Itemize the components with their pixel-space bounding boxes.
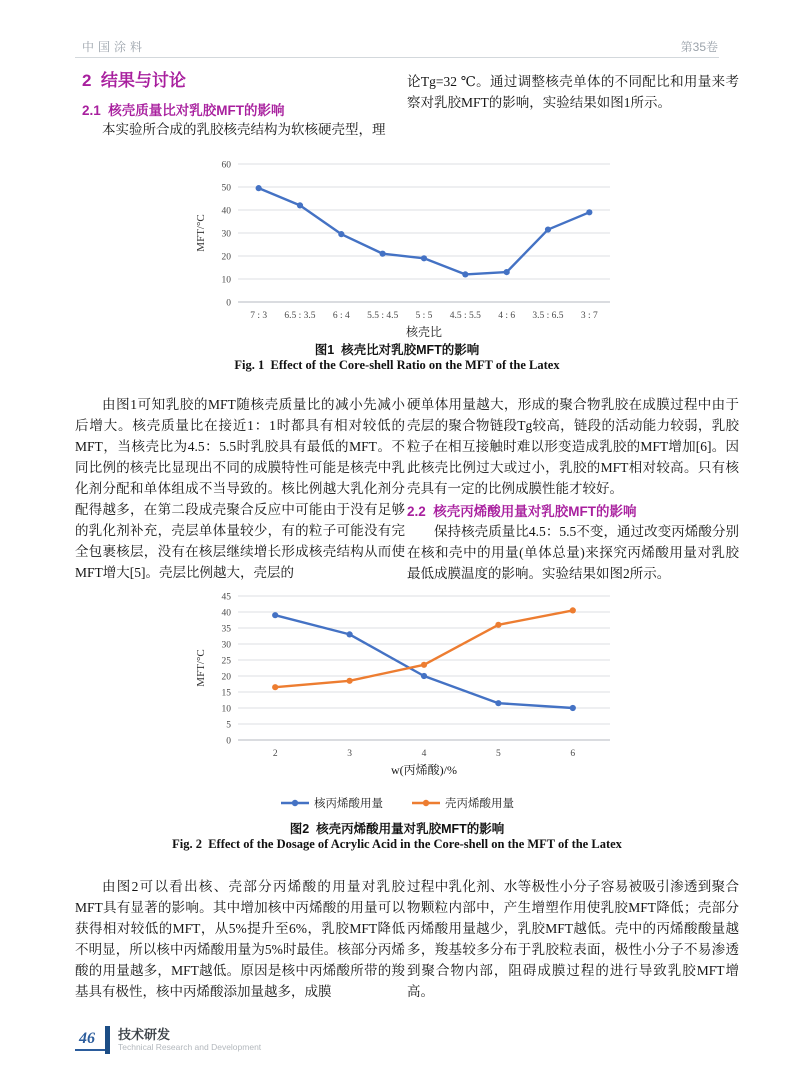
legend-line-marker-icon (411, 798, 441, 808)
svg-text:4.5 : 5.5: 4.5 : 5.5 (449, 311, 481, 321)
svg-text:30: 30 (221, 640, 231, 651)
intro-paragraph-left: 本实验所合成的乳胶核壳结构为软核硬壳型，理 (102, 122, 386, 137)
svg-text:5: 5 (226, 720, 231, 731)
svg-text:w(丙烯酸)/%: w(丙烯酸)/% (391, 763, 457, 777)
figure1-caption-cn: 图1 核壳比对乳胶MFT的影响 (314, 343, 480, 357)
svg-text:15: 15 (221, 688, 231, 699)
svg-text:3 : 7: 3 : 7 (580, 311, 598, 321)
svg-text:4 : 6: 4 : 6 (498, 311, 516, 321)
svg-text:2: 2 (272, 749, 278, 759)
figure1-chart (192, 150, 622, 342)
footer-department-en: Technical Research and Development (118, 1041, 262, 1052)
svg-text:45: 45 (221, 592, 231, 603)
figure2-caption-en: Fig. 2 Effect of the Dosage of Acrylic Acid in the Core-shell on the MFT of the Latex (172, 837, 622, 851)
svg-text:5 : 5: 5 : 5 (415, 311, 433, 321)
svg-text:6: 6 (570, 749, 576, 759)
header-rule (75, 57, 719, 58)
page-footer (75, 1026, 261, 1054)
footer-divider-bar (105, 1026, 110, 1054)
svg-text:4: 4 (421, 749, 427, 759)
svg-text:30: 30 (221, 229, 231, 240)
figure1-caption-en: Fig. 1 Effect of the Core-shell Ratio on the MFT of the Latex (234, 358, 560, 372)
svg-text:5.5 : 4.5: 5.5 : 4.5 (367, 311, 399, 321)
figure2-chart (192, 582, 622, 780)
discussion-fig1-left-column: 由图1可知乳胶的MFT随核壳质量比的减小先减小后增大。核壳质量比在接近1：1时都具有相对较低的MFT，当核壳比为4.5：5.5时乳胶具有最低的MFT。不同比例的核壳比显现出不同的成膜特性可能是核壳中乳化剂分配和单体组成不当导致的。核比例越大乳化剂分配得越多，在第二段成壳聚合反应中可能由于没有足够的乳化剂补充，壳层单体量较少，有的粒子可能没有完全包裹核层，没有在核层继续增长形成核壳结构从而使MFT增大[5]。壳层比例越大，壳层的 (75, 397, 405, 580)
svg-text:20: 20 (221, 672, 231, 683)
svg-text:6.5 : 3.5: 6.5 : 3.5 (284, 311, 316, 321)
svg-text:60: 60 (221, 160, 231, 171)
svg-text:5: 5 (496, 749, 501, 759)
section-heading-2: 2 结果与讨论 (82, 71, 186, 90)
volume-label: 第35卷 (680, 40, 718, 54)
footer-department-cn: 技术研发 (118, 1026, 171, 1042)
svg-text:40: 40 (221, 206, 231, 217)
legend-item (280, 795, 383, 811)
intro-paragraph-right: 论Tg=32 ℃。通过调整核壳单体的不同配比和用量来考察对乳胶MFT的影响，实验结果如图1所示。 (407, 74, 739, 110)
legend-label: 核丙烯酸用量 (314, 798, 383, 810)
svg-text:0: 0 (226, 298, 231, 309)
subsection-heading-2-1: 2.1 核壳质量比对乳胶MFT的影响 (82, 103, 285, 118)
footer-page-number: 46 (75, 1030, 105, 1051)
legend-item (411, 795, 514, 811)
svg-text:核壳比: 核壳比 (405, 325, 443, 339)
svg-text:MFT/°C: MFT/°C (195, 214, 207, 252)
svg-text:3: 3 (347, 749, 352, 759)
svg-text:50: 50 (221, 183, 231, 194)
journal-title: 中国涂料 (82, 40, 147, 54)
discussion-fig2-right-column: 过程中乳化剂、水等极性小分子容易被吸引渗透到聚合物颗粒内部中，产生增塑作用使乳胶MFT降低；壳部分丙烯酸用量越少，乳胶MFT越低。壳中的丙烯酸酸量越多，羧基较多分布于乳胶粒表面，极性小分子不易渗透到聚合物内部，阻碍成膜过程的进行导致乳胶MFT增高。 (407, 879, 739, 999)
subsection-2-2-paragraph: 保持核壳质量比4.5：5.5不变，通过改变丙烯酸分别在核和壳中的用量(单体总量)来探究丙烯酸用量对乳胶最低成膜温度的影响。实验结果如图2所示。 (407, 524, 739, 581)
footer-department (118, 1028, 261, 1053)
svg-text:7 : 3: 7 : 3 (250, 311, 268, 321)
discussion-fig1-right-column: 硬单体用量越大，形成的聚合物乳胶在成膜过程中由于壳层的聚合物链段Tg较高，链段的活动能力较弱，乳胶粒子在相互接触时难以形变造成乳胶的MFT增加[6]。因此核壳比例过大或过小，乳胶的MFT相对较高。只有核壳具有一定的比例成膜性能才较好。 (407, 397, 739, 496)
svg-text:40: 40 (221, 608, 231, 619)
svg-text:20: 20 (221, 252, 231, 263)
svg-text:3.5 : 6.5: 3.5 : 6.5 (532, 311, 564, 321)
svg-text:10: 10 (221, 704, 231, 715)
svg-text:25: 25 (221, 656, 231, 667)
figure2-legend (75, 795, 719, 811)
figure2-caption-cn: 图2 核壳丙烯酸用量对乳胶MFT的影响 (289, 822, 505, 836)
legend-line-marker-icon (280, 798, 310, 808)
legend-label: 壳丙烯酸用量 (445, 798, 514, 810)
discussion-fig2-left-column: 由图2可以看出核、壳部分丙烯酸的用量对乳胶MFT具有显著的影响。其中增加核中丙烯酸的用量可以获得相对较低的MFT，从5%提升至6%，乳胶MFT降低不明显，所以核中丙烯酸用量为5%时最佳。核部分丙烯酸的用量越多，MFT越低。原因是核中丙烯酸所带的羧基具有极性，核中丙烯酸添加量越多，成膜 (75, 879, 405, 999)
svg-text:0: 0 (226, 736, 231, 747)
subsection-heading-2-2: 2.2 核壳丙烯酸用量对乳胶MFT的影响 (407, 504, 637, 519)
svg-text:6 : 4: 6 : 4 (332, 311, 350, 321)
svg-text:10: 10 (221, 275, 231, 286)
svg-text:35: 35 (221, 624, 231, 635)
svg-text:MFT/°C: MFT/°C (195, 649, 207, 687)
